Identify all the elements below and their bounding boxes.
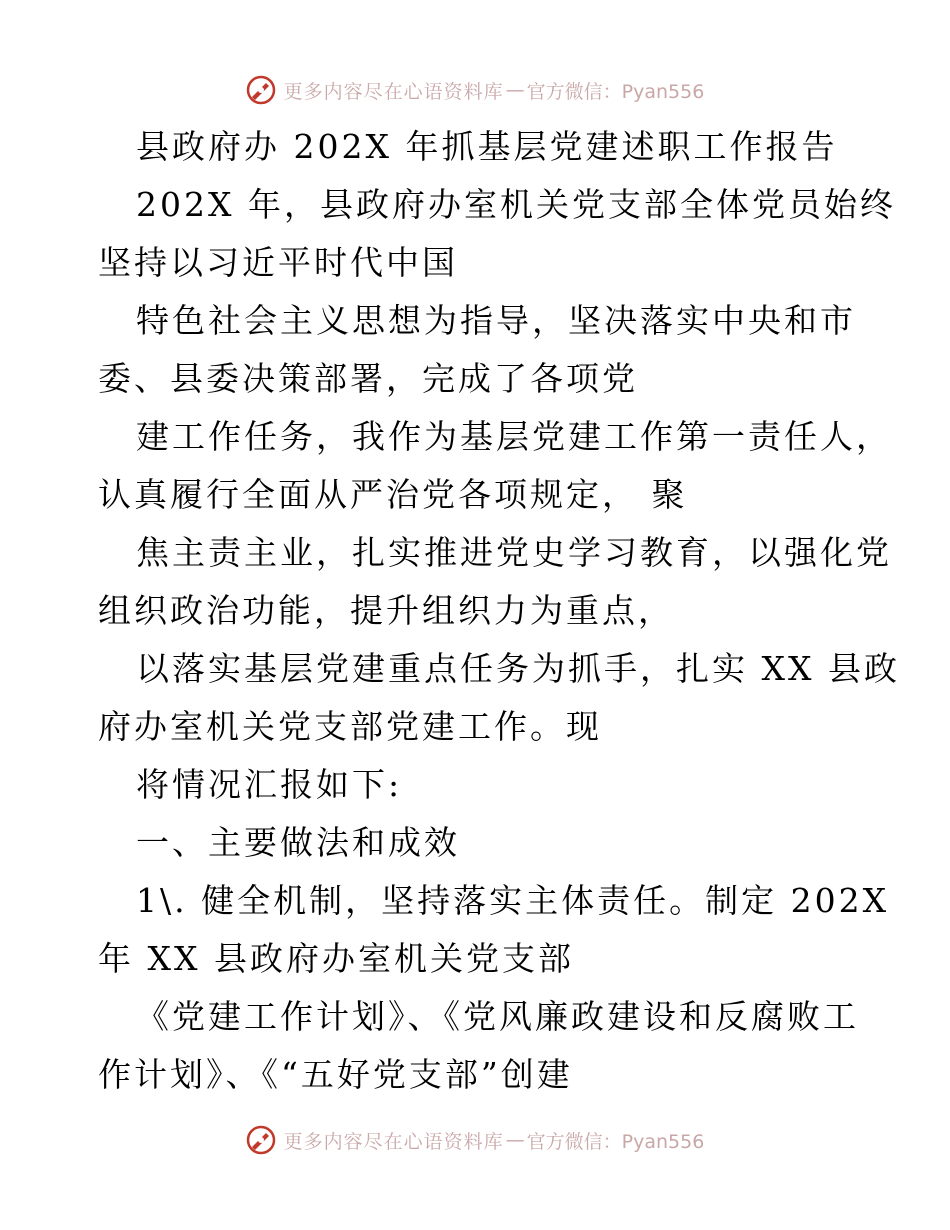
paragraph-line: 建工作任务，我作为基层党建工作第一责任人，: [136, 417, 892, 456]
section-heading: 一、主要做法和成效: [136, 823, 460, 862]
paragraph-line: 焦主责主业，扎实推进党史学习教育，以强化党: [136, 533, 892, 572]
paragraph-line: 将情况汇报如下:: [136, 765, 403, 804]
paragraph-line: 坚持以习近平时代中国: [98, 243, 458, 282]
pen-logo-icon: [246, 75, 276, 105]
paragraph-line: 202X 年，县政府办室机关党支部全体党员始终: [136, 185, 896, 224]
paragraph-line: 委、县委决策部署，完成了各项党: [98, 359, 638, 398]
paragraph-line: 特色社会主义思想为指导，坚决落实中央和市: [136, 301, 856, 340]
paragraph-line: 《党建工作计划》、《党风廉政建设和反腐败工: [136, 997, 859, 1036]
paragraph-line: 以落实基层党建重点任务为抓手，扎实 XX 县政: [136, 649, 900, 688]
paragraph-line: 1\. 健全机制，坚持落实主体责任。制定 202X: [136, 881, 890, 920]
watermark-dash: —: [505, 79, 525, 101]
paragraph-line: 府办室机关党支部党建工作。现: [98, 707, 602, 746]
paragraph-line: 作计划》、《“五好党支部”创建: [98, 1055, 573, 1094]
paragraph-line: 年 XX 县政府办室机关党支部: [98, 939, 574, 978]
watermark-text: 更多内容尽在心语资料库: [283, 1130, 504, 1153]
paragraph-line: 组织政治功能，提升组织力为重点，: [98, 591, 674, 630]
watermark-footer: [0, 1120, 950, 1160]
watermark-wechat: 官方微信：Pyan556: [526, 80, 705, 103]
watermark-wechat: 官方微信：Pyan556: [526, 1130, 705, 1153]
pen-logo-icon: [246, 1125, 276, 1155]
document-body: [98, 118, 900, 1104]
watermark-header: [0, 70, 950, 110]
paragraph-line: 认真履行全面从严治党各项规定， 聚: [98, 475, 688, 514]
document-title: 县政府办 202X 年抓基层党建述职工作报告: [136, 127, 838, 166]
watermark-text: 更多内容尽在心语资料库: [283, 80, 504, 103]
watermark-dash: —: [505, 1129, 525, 1151]
